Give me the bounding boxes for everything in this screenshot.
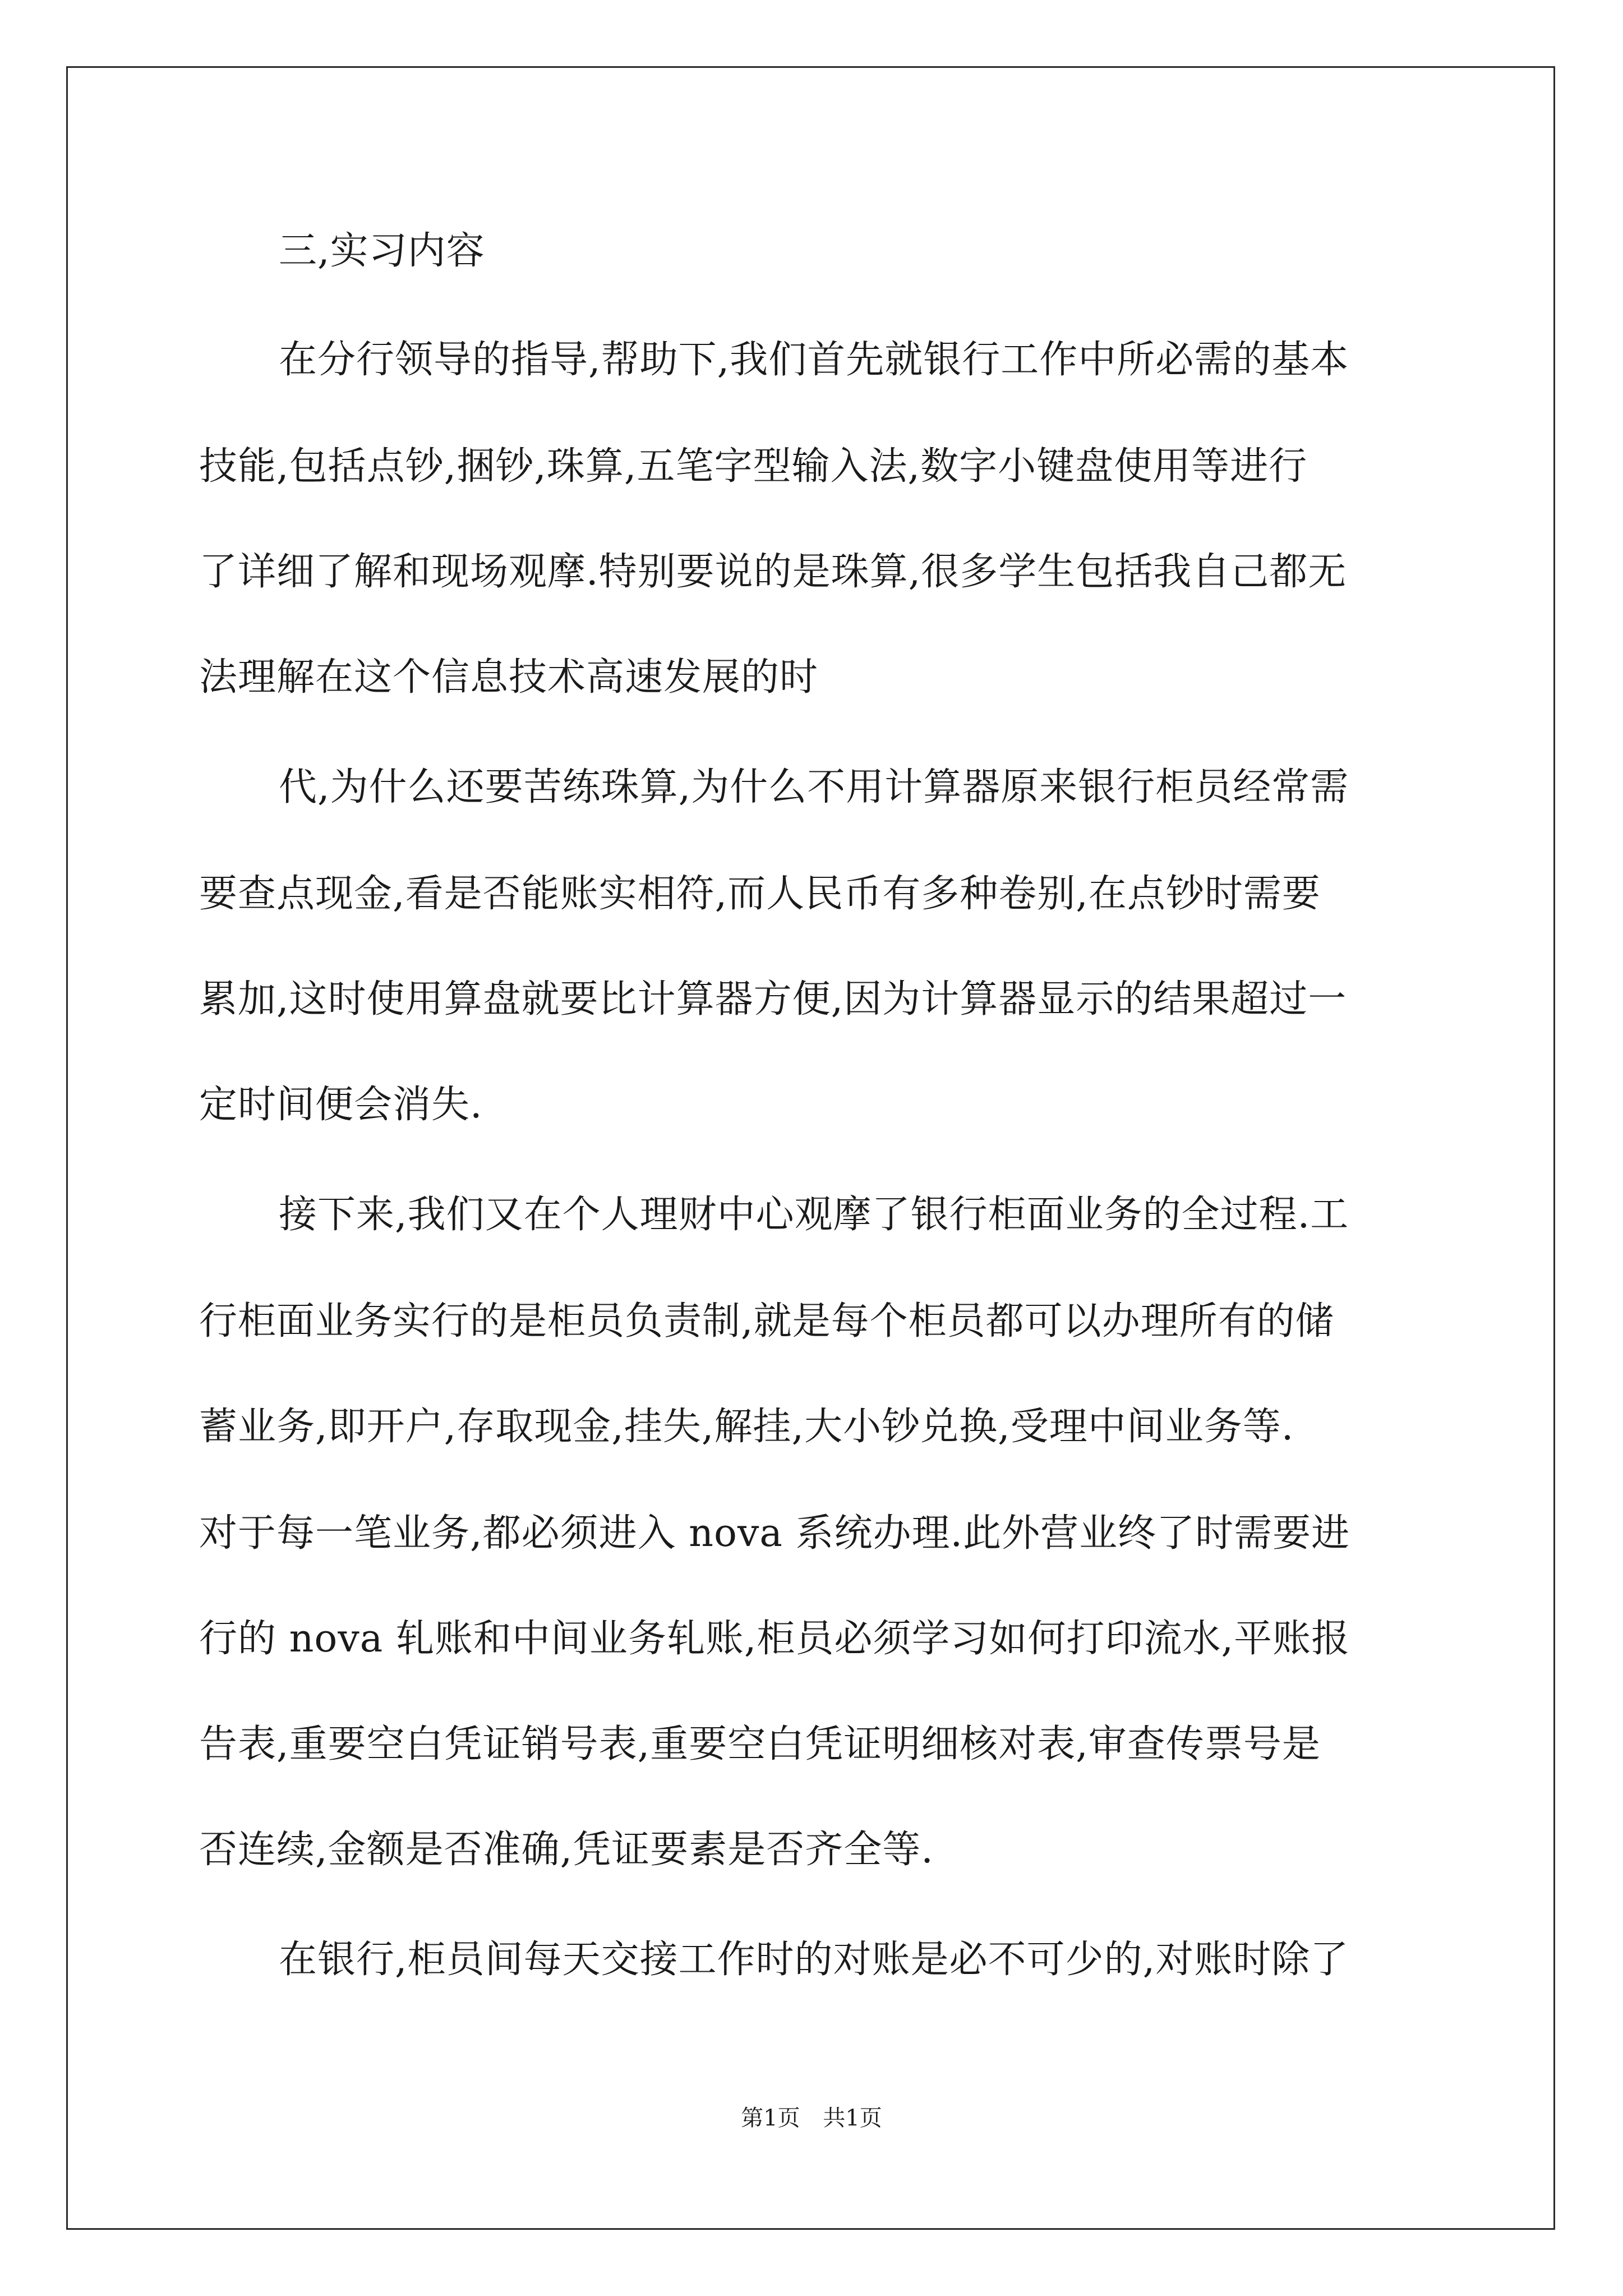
- page-number: 第1页: [741, 2105, 800, 2131]
- paragraph-1-line-2: 技能,包括点钞,捆钞,珠算,五笔字型输入法,数字小键盘使用等进行: [199, 444, 1308, 489]
- paragraph-3-line-7: 否连续,金额是否准确,凭证要素是否齐全等.: [199, 1828, 934, 1872]
- paragraph-4-line-1: 在银行,柜员间每天交接工作时的对账是必不可少的,对账时除了: [279, 1938, 1349, 1982]
- page-total: 共1页: [823, 2105, 882, 2131]
- paragraph-3-line-6: 告表,重要空白凭证销号表,重要空白凭证明细核对表,审查传票号是: [199, 1722, 1321, 1766]
- page-footer: [0, 2102, 1623, 2134]
- paragraph-2-line-1: 代,为什么还要苦练珠算,为什么不用计算器原来银行柜员经常需: [279, 765, 1349, 809]
- section-heading: 三,实习内容: [279, 229, 485, 273]
- page-border: [66, 66, 1555, 2230]
- paragraph-2-line-2: 要查点现金,看是否能账实相符,而人民币有多种卷别,在点钞时需要: [199, 872, 1321, 916]
- paragraph-3-line-2: 行柜面业务实行的是柜员负责制,就是每个柜员都可以办理所有的储: [199, 1299, 1334, 1343]
- paragraph-1-line-4: 法理解在这个信息技术高速发展的时: [199, 655, 819, 700]
- paragraph-2-line-3: 累加,这时使用算盘就要比计算器方便,因为计算器显示的结果超过一: [199, 977, 1347, 1022]
- paragraph-3-line-3: 蓄业务,即开户,存取现金,挂失,解挂,大小钞兑换,受理中间业务等.: [199, 1405, 1294, 1449]
- paragraph-3-line-1: 接下来,我们又在个人理财中心观摩了银行柜面业务的全过程.工: [279, 1193, 1349, 1237]
- paragraph-3-line-4: 对于每一笔业务,都必须进入 nova 系统办理.此外营业终了时需要进: [199, 1511, 1350, 1556]
- paragraph-3-line-5: 行的 nova 轧账和中间业务轧账,柜员必须学习如何打印流水,平账报: [199, 1617, 1350, 1661]
- paragraph-1-line-1: 在分行领导的指导,帮助下,我们首先就银行工作中所必需的基本: [279, 338, 1349, 382]
- paragraph-2-line-4: 定时间便会消失.: [199, 1083, 483, 1127]
- paragraph-1-line-3: 了详细了解和现场观摩.特别要说的是珠算,很多学生包括我自己都无: [199, 550, 1347, 594]
